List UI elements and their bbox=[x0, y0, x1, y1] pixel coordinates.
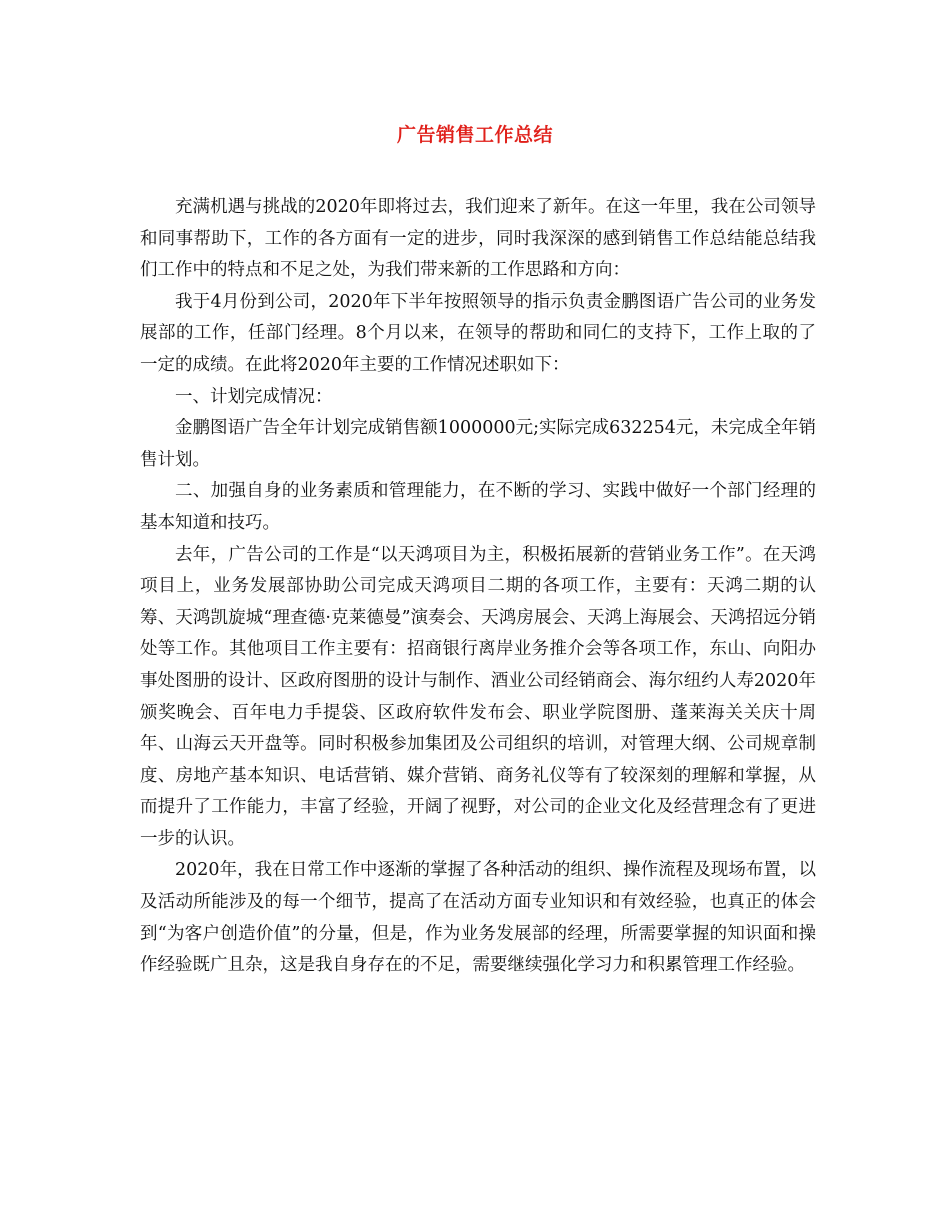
section-heading-skills: 二、加强自身的业务素质和管理能力，在不断的学习、实践中做好一个部门经理的基本知道和技巧。 bbox=[140, 481, 816, 533]
paragraph-reflection: 2020年，我在日常工作中逐渐的掌握了各种活动的组织、操作流程及现场布置，以及活动所能涉及的每一个细节，提高了在活动方面专业知识和有效经验，也真正的体会到“为客户创造价值”的分量，但是，作为业务发展部的经理，所需要掌握的知识面和操作经验既广且杂，这是我自身存在的不足，需要继续强化学习力和积累管理工作经验。 bbox=[140, 860, 816, 976]
document-body bbox=[140, 192, 816, 982]
paragraph-background: 我于4月份到公司，2020年下半年按照领导的指示负责金鹏图语广告公司的业务发展部的工作，任部门经理。8个月以来，在领导的帮助和同仁的支持下，工作上取的了一定的成绩。在此将2020年主要的工作情况述职如下： bbox=[140, 291, 816, 375]
paragraph-projects: 去年，广告公司的工作是“以天鸿项目为主，积极拓展新的营销业务工作”。在天鸿项目上，业务发展部协助公司完成天鸿项目二期的各项工作，主要有：天鸿二期的认筹、天鸿凯旋城“理查德·克莱德曼”演奏会、天鸿房展会、天鸿上海展会、天鸿招远分销处等工作。其他项目工作主要有：招商银行离岸业务推介会等各项工作，东山、向阳办事处图册的设计、区政府图册的设计与制作、酒业公司经销商会、海尔纽约人寿2020年颁奖晚会、百年电力手提袋、区政府软件发布会、职业学院图册、蓬莱海关关庆十周年、山海云天开盘等。同时积极参加集团及公司组织的培训，对管理大纲、公司规章制度、房地产基本知识、电话营销、媒介营销、商务礼仪等有了较深刻的理解和掌握，从而提升了工作能力，丰富了经验，开阔了视野，对公司的企业文化及经营理念有了更进一步的认识。 bbox=[140, 544, 816, 849]
document-title: 广告销售工作总结 bbox=[396, 124, 553, 146]
section-heading-plan: 一、计划完成情况： bbox=[175, 386, 333, 407]
paragraph-intro: 充满机遇与挑战的2020年即将过去，我们迎来了新年。在这一年里，我在公司领导和同事帮助下，工作的各方面有一定的进步，同时我深深的感到销售工作总结能总结我们工作中的特点和不足之处，为我们带来新的工作思路和方向： bbox=[140, 197, 816, 281]
paragraph-plan-results: 金鹏图语广告全年计划完成销售额1000000元;实际完成632254元，未完成全年销售计划。 bbox=[140, 418, 816, 470]
